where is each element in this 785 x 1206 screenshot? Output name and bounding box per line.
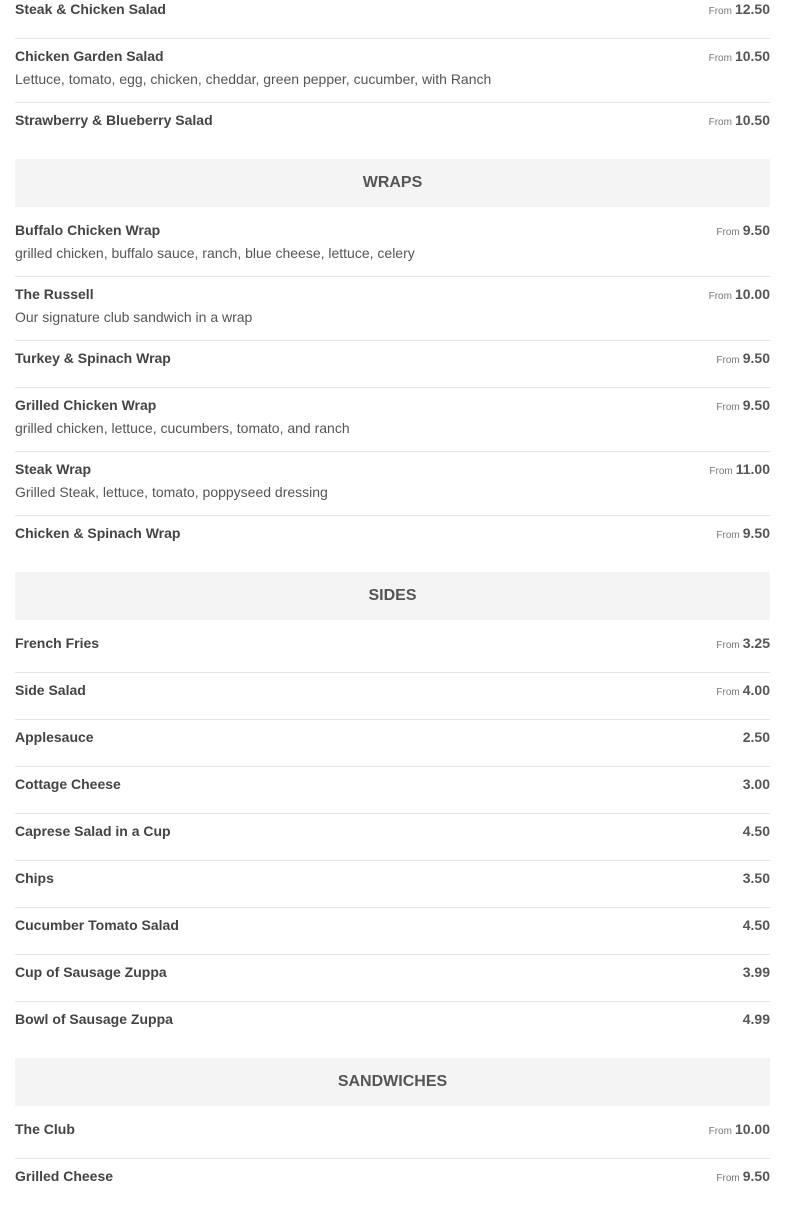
menu-item-french-fries[interactable] [15, 626, 770, 673]
item-price [709, 111, 770, 132]
item-name: Caprese Salad in a Cup [15, 823, 171, 839]
price-value: 11.00 [735, 461, 770, 477]
price-value: 9.50 [742, 350, 770, 366]
price-value: 3.25 [742, 635, 770, 651]
menu-item-chips[interactable] [15, 861, 770, 908]
item-price [716, 634, 770, 655]
item-price [716, 524, 770, 545]
menu-item-the-russell[interactable] [15, 277, 770, 341]
item-price [716, 681, 770, 702]
item-name: Turkey & Spinach Wrap [15, 350, 171, 366]
item-description: Lettuce, tomato, egg, chicken, cheddar, green pepper, cucumber, with Ranch [15, 71, 492, 87]
menu-item-steak-and-chicken-salad[interactable] [15, 0, 770, 39]
menu-item-side-salad[interactable] [15, 673, 770, 720]
price-value: 3.00 [742, 776, 770, 792]
item-name: Applesauce [15, 729, 94, 745]
menu-section-sandwiches [15, 1058, 770, 1206]
from-label: From [716, 687, 740, 698]
price-value: 10.00 [734, 1121, 770, 1137]
item-name: Steak & Chicken Salad [15, 1, 166, 17]
menu-section-sides [15, 572, 770, 1049]
item-name: Steak Wrap [15, 461, 91, 477]
item-name: Chips [15, 870, 54, 886]
price-value: 10.00 [734, 286, 770, 302]
menu-item-steak-wrap[interactable] [15, 452, 770, 516]
menu-item-cottage-cheese[interactable] [15, 767, 770, 814]
menu-item-bowl-of-sausage-zuppa[interactable] [15, 1002, 770, 1049]
from-label: From [708, 117, 732, 128]
item-price [716, 1167, 770, 1188]
menu-item-the-club[interactable] [15, 1112, 770, 1159]
item-name: Grilled Chicken Wrap [15, 397, 157, 413]
menu-item-chicken-and-spinach-wrap[interactable] [15, 516, 770, 563]
from-label: From [716, 227, 740, 238]
item-price [709, 47, 770, 68]
item-name: Cottage Cheese [15, 776, 121, 792]
menu-item-cucumber-tomato-salad[interactable] [15, 908, 770, 955]
menu-item-strawberry-and-blueberry-salad[interactable] [15, 103, 770, 150]
item-price [743, 1010, 770, 1029]
item-price [709, 460, 770, 481]
item-price [709, 1120, 770, 1141]
price-value: 4.50 [742, 823, 770, 839]
menu-section-salads [15, 0, 770, 150]
item-price [709, 285, 770, 306]
from-label: From [708, 291, 732, 302]
menu-item-grilled-cheese[interactable] [15, 1159, 770, 1206]
price-value: 3.99 [742, 964, 770, 980]
from-label: From [709, 466, 733, 477]
price-value: 9.50 [742, 525, 770, 541]
menu-item-buffalo-chicken-wrap[interactable] [15, 213, 770, 277]
price-value: 2.50 [742, 729, 770, 745]
item-name: Buffalo Chicken Wrap [15, 222, 161, 238]
menu-item-turkey-and-spinach-wrap[interactable] [15, 341, 770, 388]
menu-item-grilled-chicken-wrap[interactable] [15, 388, 770, 452]
menu-item-applesauce[interactable] [15, 720, 770, 767]
item-name: Strawberry & Blueberry Salad [15, 112, 213, 128]
price-value: 9.50 [742, 397, 770, 413]
item-description: Our signature club sandwich in a wrap [15, 309, 253, 325]
item-name: Chicken & Spinach Wrap [15, 525, 181, 541]
from-label: From [716, 530, 740, 541]
menu-item-cup-of-sausage-zuppa[interactable] [15, 955, 770, 1002]
item-name: The Russell [15, 286, 94, 302]
section-header: SIDES [15, 572, 770, 620]
item-price [716, 349, 770, 370]
price-value: 9.50 [742, 222, 770, 238]
price-value: 4.50 [742, 917, 770, 933]
item-price [743, 822, 770, 841]
menu-section-wraps [15, 159, 770, 563]
menu-item-caprese-salad-in-a-cup[interactable] [15, 814, 770, 861]
price-value: 9.50 [742, 1168, 770, 1184]
item-price [743, 775, 770, 794]
menu-item-chicken-garden-salad[interactable] [15, 39, 770, 103]
item-price [743, 916, 770, 935]
price-value: 3.50 [742, 870, 770, 886]
section-header: SANDWICHES [15, 1058, 770, 1106]
price-value: 12.50 [734, 1, 770, 17]
from-label: From [708, 53, 732, 64]
from-label: From [708, 6, 732, 17]
price-value: 10.50 [734, 112, 770, 128]
item-name: Cucumber Tomato Salad [15, 917, 179, 933]
item-name: Bowl of Sausage Zuppa [15, 1011, 173, 1027]
item-price [743, 869, 770, 888]
item-description: grilled chicken, lettuce, cucumbers, tomato, and ranch [15, 420, 350, 436]
price-value: 4.99 [742, 1011, 770, 1027]
item-name: Grilled Cheese [15, 1168, 114, 1184]
item-name: Cup of Sausage Zuppa [15, 964, 167, 980]
item-description: grilled chicken, buffalo sauce, ranch, blue cheese, lettuce, celery [15, 245, 415, 261]
from-label: From [708, 1126, 732, 1137]
item-name: Side Salad [15, 682, 86, 698]
item-price [743, 728, 770, 747]
from-label: From [716, 640, 740, 651]
from-label: From [716, 402, 740, 413]
item-price [743, 963, 770, 982]
item-price [716, 396, 770, 417]
item-price [716, 221, 770, 242]
item-name: Chicken Garden Salad [15, 48, 164, 64]
section-header: WRAPS [15, 159, 770, 207]
item-price [709, 0, 770, 21]
from-label: From [716, 1173, 740, 1184]
item-name: The Club [15, 1121, 75, 1137]
item-description: Grilled Steak, lettuce, tomato, poppyseed dressing [15, 484, 328, 500]
from-label: From [716, 355, 740, 366]
price-value: 10.50 [734, 48, 770, 64]
item-name: French Fries [15, 635, 100, 651]
price-value: 4.00 [742, 682, 770, 698]
